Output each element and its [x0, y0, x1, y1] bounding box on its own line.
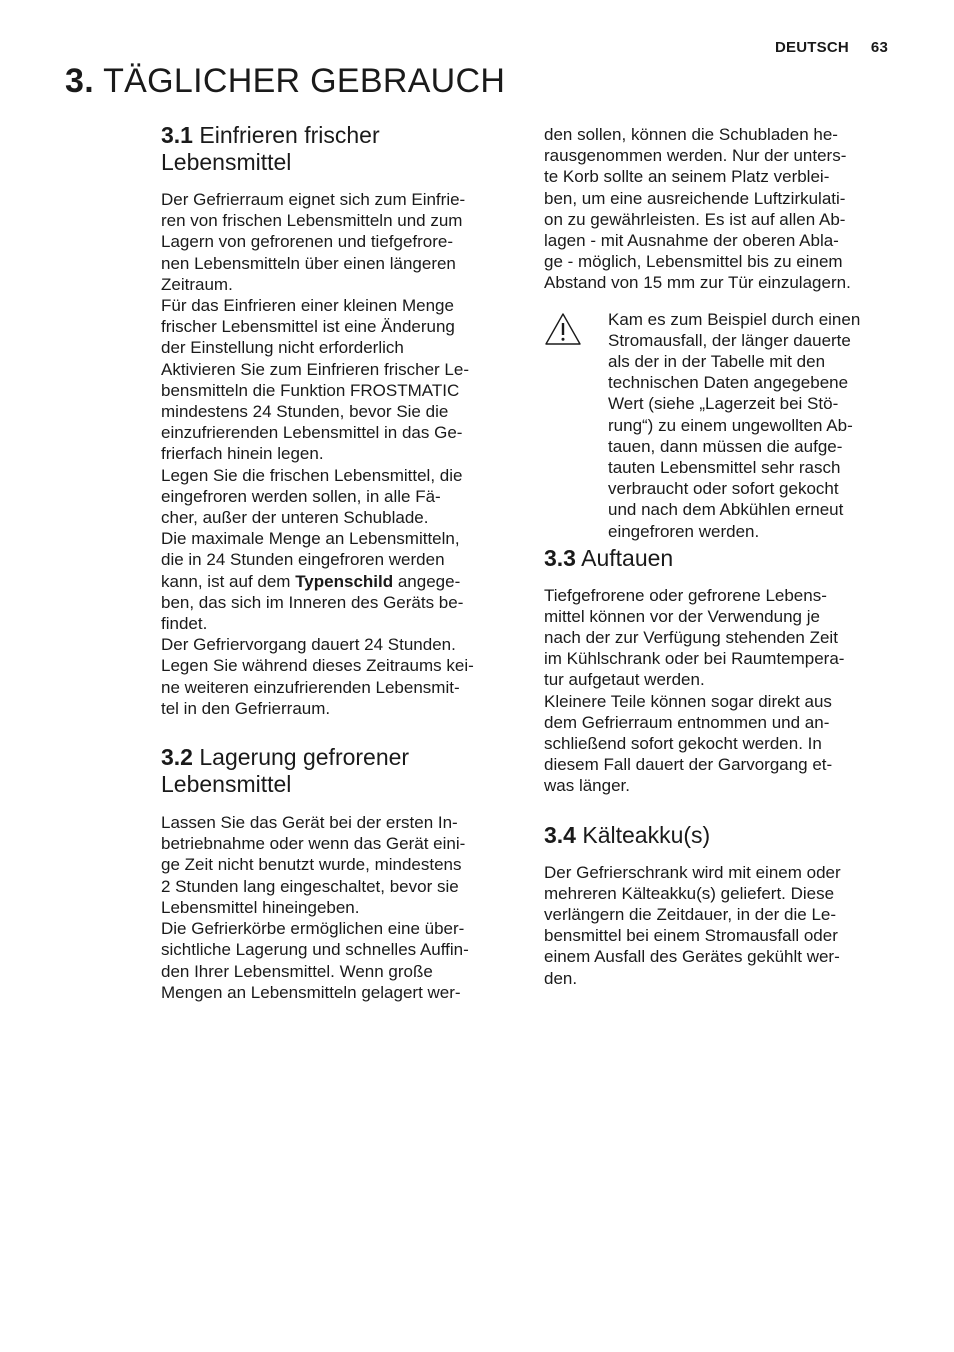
right-column	[544, 124, 899, 989]
typenschild-bold: Typenschild	[295, 571, 394, 591]
section-title: Auftauen	[581, 544, 674, 571]
section-number: 3.4	[544, 821, 576, 848]
section-3-2-heading	[161, 744, 513, 798]
section-title: Einfrieren frischer Lebensmittel	[161, 122, 380, 175]
section-3-3-heading	[544, 545, 899, 572]
page-number: 63	[870, 39, 888, 56]
page-header	[775, 39, 888, 56]
section-3-4-body: Der Gefrierschrank wird mit einem oder mehreren Kälteakku(s) geliefert. Diese verlängern die Zeitdauer, in der die Le- bensmittel bei einem Stromausfall oder einem Ausfall des Gerätes gekühlt wer- den.	[544, 862, 841, 988]
section-title: Kälteakku(s)	[582, 821, 711, 848]
section-number: 3.1	[161, 122, 193, 148]
body-text: angege- ben, das sich im Inneren des Geräts be- findet. Der Gefriervorgang dauert 24 Stunden. Legen Sie während dieses Zeitraums kei- ne weiteren einzufrierenden Lebensmit- tel in den Gefrierraum.	[161, 571, 474, 718]
warning-text: Kam es zum Beispiel durch einen Stromausfall, der länger dauerte als der in der Tabelle mit den technischen Daten angegebene Wert (siehe „Lagerzeit bei Stö- rung“) zu einem ungewollten Ab- tauen, dann müssen die aufge- tauten Lebensmittel sehr rasch verbraucht oder sofort gekocht und nach dem Abkühlen erneut eingefroren werden.	[608, 309, 861, 541]
chapter-title	[65, 62, 505, 101]
section-3-2-body-continued: den sollen, können die Schubladen he- rausgenommen werden. Nur der unters- te Korb sollte an seinem Platz verblei- ben, um eine ausreichende Luftzirkulati- on zu gewährleisten. Es ist auf allen Ab- lagen - mit Ausnahme der oberen Abla- ge - möglich, Lebensmittel bis zu einem Abstand von 15 mm zur Tür einzulagern.	[544, 125, 851, 293]
section-number: 3.2	[161, 744, 193, 771]
section-3-1-heading	[161, 122, 513, 176]
warning-box	[544, 309, 899, 545]
header-language: DEUTSCH	[775, 39, 849, 56]
section-number: 3.3	[544, 544, 576, 571]
body-text: Der Gefrierraum eignet sich zum Einfrie- ren von frischen Lebensmitteln und zum Lagern von gefrorenen und tiefgefrore- nen Lebensmitteln über einen längeren Zeitraum. Für das Einfrieren einer kleinen Menge frischer Lebensmittel ist eine Änderung der Einstellung nicht erforderlich Aktivieren Sie zum Einfrieren frischer Le- bensmitteln die Funktion FROSTMATIC mindestens 24 Stunden, bevor Sie die einzufrierenden Lebensmittel in das Ge- frierfach hinein legen. Legen Sie die frischen Lebensmittel, die eingefroren werden sollen, in alle Fä- cher, außer der unteren Schublade. Die maximale Menge an Lebensmitteln, die in 24 Stunden eingefroren werden kann, ist auf dem	[161, 190, 470, 591]
warning-triangle-icon	[544, 312, 582, 351]
section-3-2-body: Lassen Sie das Gerät bei der ersten In- betriebnahme oder wenn das Gerät eini- ge Zeit nicht benutzt wurde, mindestens 2 Stunden lang eingeschaltet, bevor sie Lebensmittel hineingeben. Die Gefrierkörbe ermöglichen eine über- sichtliche Lagerung und schnelles Auffin- den Ihrer Lebensmittel. Wenn große Mengen an Lebensmitteln gelagert wer-	[161, 813, 469, 1002]
section-3-3-body: Tiefgefrorene oder gefrorene Lebens- mittel können vor der Verwendung je nach der zur Verfügung stehenden Zeit im Kühlschrank oder bei Raumtempera- tur aufgetaut werden. Kleinere Teile können sogar direkt aus dem Gefrierraum entnommen und an- schließend sofort gekocht werden. In diesem Fall dauert der Garvorgang et- was länger.	[544, 585, 845, 796]
section-3-1-body	[161, 189, 513, 719]
left-column	[161, 122, 513, 1003]
chapter-number: 3.	[65, 62, 94, 100]
section-3-4-heading	[544, 822, 899, 849]
section-title: Lagerung gefrorener Lebensmittel	[161, 744, 410, 798]
chapter-title-text: TÄGLICHER GEBRAUCH	[103, 62, 506, 100]
